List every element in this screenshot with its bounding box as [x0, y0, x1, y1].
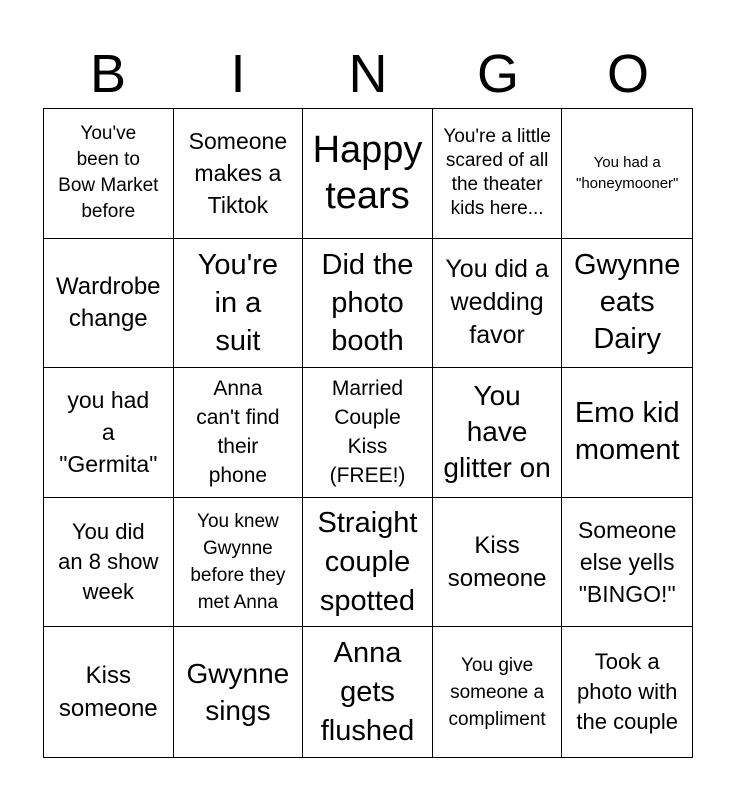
bingo-cell[interactable]	[44, 627, 174, 757]
bingo-cell-text: Gwynne sings	[186, 658, 290, 727]
bingo-cell[interactable]	[44, 239, 174, 369]
bingo-cell[interactable]	[433, 109, 563, 239]
bingo-cell-text: Wardrobe change	[56, 272, 161, 332]
bingo-cell[interactable]	[174, 627, 304, 757]
header-letter-g: G	[476, 44, 519, 104]
bingo-cell[interactable]	[303, 109, 433, 239]
bingo-cell-text: Married Couple Kiss (FREE!)	[329, 377, 406, 488]
bingo-cell-text: Anna gets flushed	[320, 636, 415, 747]
bingo-cell-text: Happy tears	[312, 129, 423, 218]
bingo-cell[interactable]	[303, 239, 433, 369]
bingo-cell[interactable]	[174, 109, 304, 239]
bingo-header	[43, 40, 693, 108]
bingo-cell[interactable]	[44, 368, 174, 498]
bingo-cell-text: You're in a suit	[197, 248, 279, 357]
header-letter-i: I	[230, 44, 246, 104]
bingo-cell-text: Gwynne eats Dairy	[574, 249, 681, 356]
header-letter-b: B	[89, 44, 127, 104]
bingo-cell[interactable]	[433, 498, 563, 628]
header-letter-o: O	[606, 44, 649, 104]
bingo-grid	[43, 108, 693, 758]
bingo-cell[interactable]	[303, 368, 433, 498]
bingo-cell[interactable]	[433, 368, 563, 498]
bingo-cell[interactable]	[433, 627, 563, 757]
bingo-cell-text: you had a "Germita"	[59, 387, 158, 478]
bingo-cell[interactable]	[174, 498, 304, 628]
bingo-cell-text: Straight couple spotted	[317, 506, 418, 617]
bingo-cell[interactable]	[44, 109, 174, 239]
bingo-cell[interactable]	[44, 498, 174, 628]
bingo-cell-text: Kiss someone	[58, 662, 158, 723]
bingo-cell-text: You did an 8 show week	[58, 519, 159, 605]
bingo-cell-text: Emo kid moment	[574, 397, 680, 467]
bingo-cell-text: You give someone a compliment	[448, 654, 546, 730]
bingo-cell[interactable]	[433, 239, 563, 369]
bingo-cell-text: You did a wedding favor	[445, 255, 549, 350]
bingo-cell[interactable]	[174, 239, 304, 369]
bingo-cell[interactable]	[562, 109, 692, 239]
header-letter-n: N	[348, 44, 388, 104]
bingo-cell[interactable]	[174, 368, 304, 498]
bingo-cell-text: Did the photo booth	[321, 248, 414, 357]
bingo-cell[interactable]	[303, 498, 433, 628]
bingo-cell-text: Anna can't find their phone	[196, 377, 280, 488]
bingo-cell-text: You've been to Bow Market before	[58, 123, 159, 223]
bingo-cell-text: Someone makes a Tiktok	[188, 128, 288, 219]
bingo-cell[interactable]	[562, 239, 692, 369]
bingo-cell-text: Took a photo with the couple	[576, 649, 678, 735]
bingo-cell-text: You knew Gwynne before they met Anna	[190, 511, 286, 614]
bingo-cell-text: Someone else yells "BINGO!"	[577, 517, 677, 608]
bingo-cell[interactable]	[562, 498, 692, 628]
bingo-cell-text: You're a little scared of all the theater kids here...	[443, 126, 551, 220]
bingo-cell[interactable]	[562, 368, 692, 498]
bingo-cell[interactable]	[303, 627, 433, 757]
bingo-cell-text: You have glitter on	[443, 380, 551, 484]
bingo-cell[interactable]	[562, 627, 692, 757]
bingo-cell-text: You had a "honeymooner"	[576, 154, 679, 193]
bingo-cell-text: Kiss someone	[447, 532, 547, 593]
